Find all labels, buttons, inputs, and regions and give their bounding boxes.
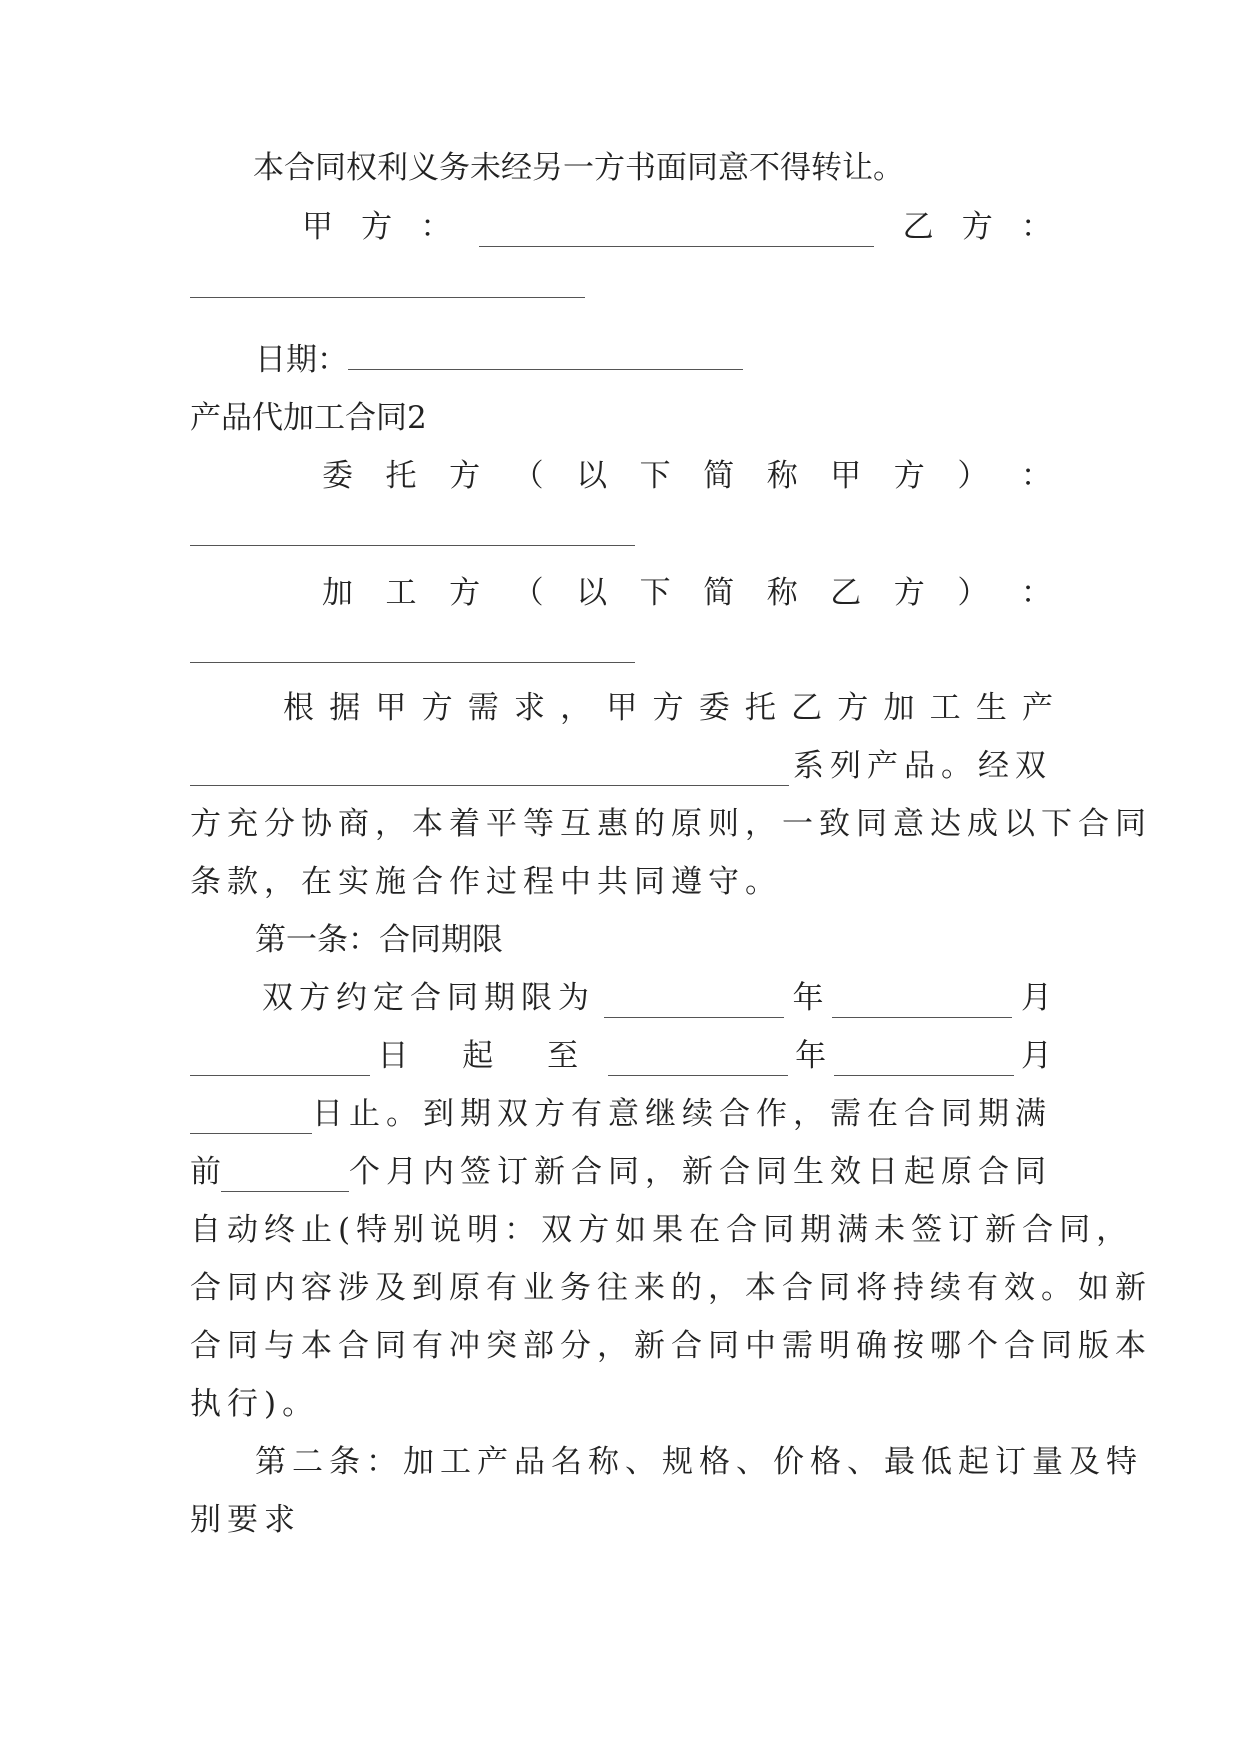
intro-line-4 xyxy=(190,862,1052,902)
signature-party-line xyxy=(302,207,1052,247)
client-char: （ xyxy=(512,458,544,494)
term-line-7 xyxy=(190,1326,1152,1366)
month-label: 月 xyxy=(1020,1038,1052,1074)
intro-char: 委 xyxy=(698,690,730,726)
term-end-day-blank[interactable] xyxy=(190,1105,312,1134)
client-char: 称 xyxy=(766,458,798,494)
processor-char: 下 xyxy=(639,575,671,611)
processor-char: 乙 xyxy=(830,575,862,611)
intro-line-3 xyxy=(190,804,1152,844)
term-line-3-text: 日止。到期双方有意继续合作，需在合同期满 xyxy=(312,1096,1052,1132)
client-char: ： xyxy=(1020,458,1052,494)
intro-line-2 xyxy=(190,746,1052,786)
client-char: 方 xyxy=(449,458,481,494)
term-start-day-blank[interactable] xyxy=(190,1047,370,1076)
term-end-year-blank[interactable] xyxy=(608,1047,788,1076)
term-line-1 xyxy=(262,978,1052,1018)
client-char: 方 xyxy=(893,458,925,494)
before-label: 前 xyxy=(190,1154,221,1190)
year-label: 年 xyxy=(795,1038,827,1074)
intro-char: 甲 xyxy=(606,690,638,726)
term-line-4-text: 个月内签订新合同，新合同生效日起原合同 xyxy=(349,1154,1052,1190)
transfer-text: 本合同权利义务未经另一方书面同意不得转让。 xyxy=(253,150,904,186)
intro-char: 方 xyxy=(837,690,869,726)
party-b-char: 方 xyxy=(961,209,993,245)
client-blank[interactable] xyxy=(190,517,635,546)
client-char: 简 xyxy=(703,458,735,494)
contract-title xyxy=(190,398,1052,438)
term-line-8-text: 执行)。 xyxy=(190,1386,320,1422)
day-from-label: 日 起 至 xyxy=(377,1038,601,1074)
party-a-blank[interactable] xyxy=(479,218,874,247)
intro-char: 工 xyxy=(929,690,961,726)
processor-char: 方 xyxy=(449,575,481,611)
processor-char: （ xyxy=(512,575,544,611)
party-b-char: ： xyxy=(1020,209,1052,245)
party-b-blank[interactable] xyxy=(190,269,585,298)
party-a-char: ： xyxy=(420,209,452,245)
intro-char: 产 xyxy=(1022,690,1053,726)
intro-char: 加 xyxy=(883,690,915,726)
intro-char: 甲 xyxy=(375,690,407,726)
party-b-blank-line xyxy=(190,268,1052,308)
client-blank-line xyxy=(190,516,1052,556)
client-char: ） xyxy=(957,458,989,494)
term-line-2 xyxy=(190,1036,1052,1076)
client-char: 委 xyxy=(322,458,353,494)
client-char: 托 xyxy=(385,458,417,494)
processor-char: 工 xyxy=(385,575,417,611)
month-label: 月 xyxy=(1021,980,1052,1016)
date-label: 日期： xyxy=(255,342,348,378)
article-2-title: 第二条：加工产品名称、规格、价格、最低起订量及特 xyxy=(255,1444,1143,1480)
term-end-month-blank[interactable] xyxy=(834,1047,1014,1076)
term-line-6 xyxy=(190,1268,1152,1308)
processor-blank-line xyxy=(190,633,1052,673)
intro-char: 需 xyxy=(467,690,499,726)
client-char: 甲 xyxy=(830,458,862,494)
term-line-5 xyxy=(190,1210,1134,1250)
article-1-heading xyxy=(255,920,1117,960)
party-b-char: 乙 xyxy=(902,209,934,245)
date-blank[interactable] xyxy=(348,341,743,370)
intro-line-4-text: 条款，在实施合作过程中共同遵守。 xyxy=(190,864,782,900)
processor-char: 简 xyxy=(703,575,735,611)
intro-char: 方 xyxy=(421,690,453,726)
term-line-8 xyxy=(190,1384,1052,1424)
term-start-month-blank[interactable] xyxy=(832,989,1012,1018)
processor-char: ） xyxy=(957,575,989,611)
client-line xyxy=(322,456,1052,496)
term-line-3 xyxy=(190,1094,1052,1134)
processor-char: 称 xyxy=(766,575,798,611)
paragraph-transfer xyxy=(253,148,1053,188)
processor-char: ： xyxy=(1020,575,1052,611)
party-a-char: 方 xyxy=(361,209,393,245)
processor-blank[interactable] xyxy=(190,634,635,663)
article-1-title: 第一条：合同期限 xyxy=(255,922,503,958)
article-2-line-1 xyxy=(255,1442,1143,1482)
term-line-6-text: 合同内容涉及到原有业务往来的，本合同将持续有效。如新 xyxy=(190,1270,1152,1306)
term-line-5-text: 自动终止(特别说明：双方如果在合同期满未签订新合同， xyxy=(190,1212,1134,1248)
intro-char: 乙 xyxy=(791,690,823,726)
article-2-line-2 xyxy=(190,1500,1052,1540)
intro-char: ， xyxy=(560,690,592,726)
term-start-year-blank[interactable] xyxy=(604,989,784,1018)
intro-line-1 xyxy=(283,688,1053,728)
intro-char: 方 xyxy=(652,690,684,726)
party-a-char: 甲 xyxy=(302,209,333,245)
intro-char: 求 xyxy=(513,690,545,726)
year-label: 年 xyxy=(792,980,824,1016)
processor-char: 方 xyxy=(893,575,925,611)
date-line xyxy=(255,340,1117,380)
intro-line-2-text: 系列产品。经双 xyxy=(793,748,1052,784)
term-line-7-text: 合同与本合同有冲突部分，新合同中需明确按哪个合同版本 xyxy=(190,1328,1152,1364)
months-before-blank[interactable] xyxy=(221,1163,349,1192)
term-intro-text: 双方约定合同期限为 xyxy=(262,980,595,1016)
processor-char: 加 xyxy=(322,575,353,611)
processor-line xyxy=(322,573,1052,613)
intro-char: 据 xyxy=(329,690,361,726)
article-2-title-cont: 别要求 xyxy=(190,1502,301,1538)
product-series-blank[interactable] xyxy=(190,757,789,786)
intro-char: 生 xyxy=(975,690,1007,726)
intro-char: 托 xyxy=(744,690,776,726)
intro-char: 根 xyxy=(283,690,314,726)
term-line-4 xyxy=(190,1152,1052,1192)
contract-title-text: 产品代加工合同2 xyxy=(190,400,427,436)
client-char: 以 xyxy=(576,458,608,494)
client-char: 下 xyxy=(639,458,671,494)
processor-char: 以 xyxy=(576,575,608,611)
intro-line-3-text: 方充分协商，本着平等互惠的原则，一致同意达成以下合同 xyxy=(190,806,1152,842)
